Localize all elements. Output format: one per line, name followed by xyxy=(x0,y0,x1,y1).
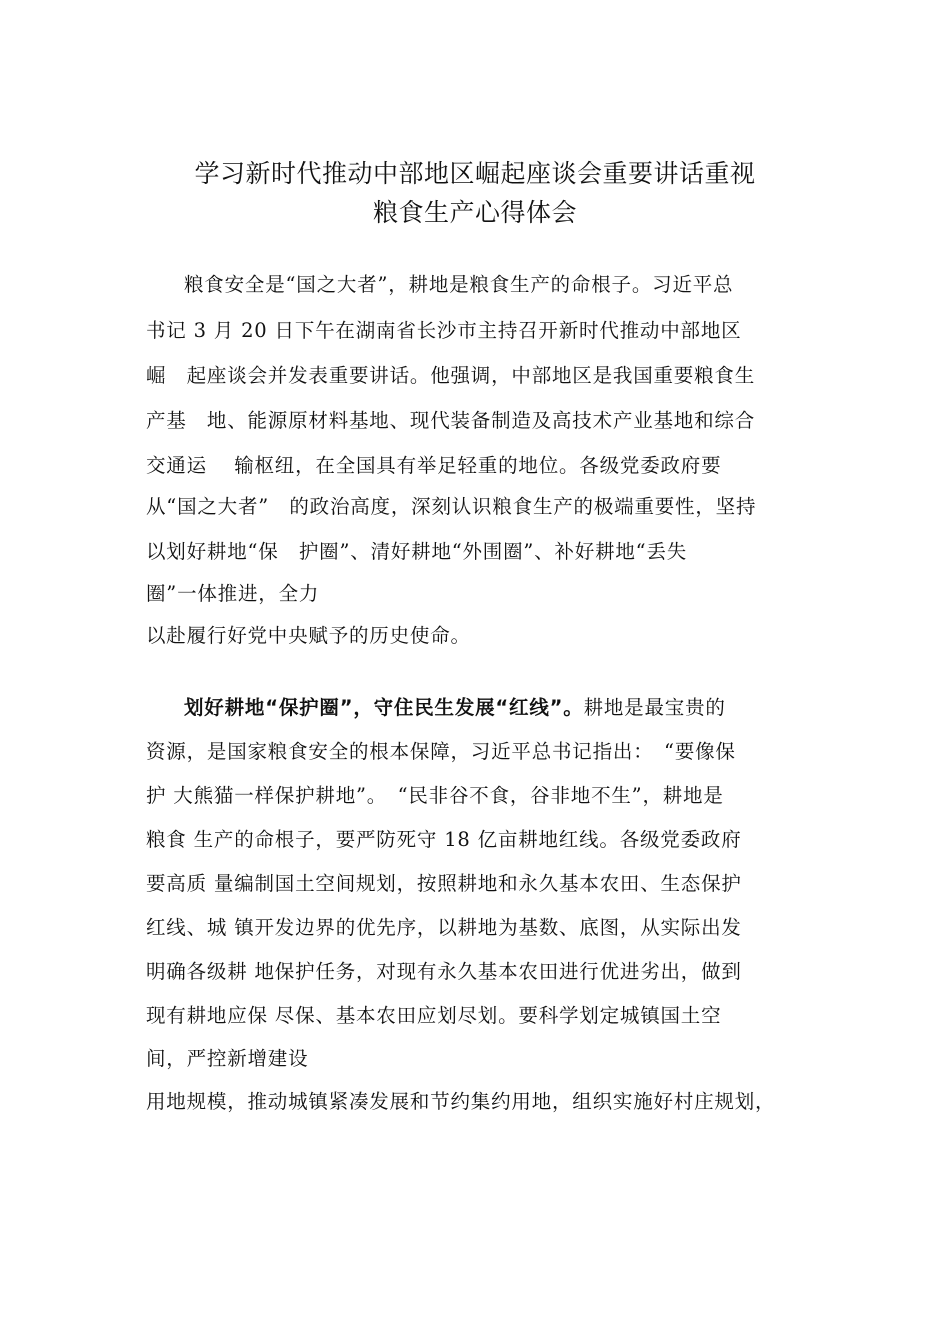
paragraph-2-line: 用地规模，推动城镇紧凑发展和节约集约用地，组织实施好村庄规划， xyxy=(146,1090,776,1113)
paragraph-2-line: 粮食 生产的命根子，要严防死守 18 亿亩耕地红线。各级党委政府 xyxy=(146,828,742,851)
paragraph-1-line: 崛 起座谈会并发表重要讲话。他强调，中部地区是我国重要粮食生 xyxy=(146,364,756,387)
paragraph-1-line: 产基 地、能源原材料基地、现代装备制造及高技术产业基地和综合 xyxy=(146,409,756,432)
paragraph-2-line-rest: 耕地是最宝贵的 xyxy=(583,696,726,719)
paragraph-2-line: 间，严控新增建设 xyxy=(146,1047,309,1070)
paragraph-1-line: 粮食安全是“国之大者”，耕地是粮食生产的命根子。习近平总 xyxy=(184,273,734,296)
paragraph-1-line: 圈”一体推进，全力 xyxy=(146,582,320,605)
document-title-line-1: 学习新时代推动中部地区崛起座谈会重要讲话重视 xyxy=(194,159,756,188)
paragraph-2-first-line xyxy=(184,693,816,723)
document-title-line-2: 粮食生产心得体会 xyxy=(372,198,577,227)
paragraph-1-line: 从“国之大者” 的政治高度，深刻认识粮食生产的极端重要性，坚持 xyxy=(146,495,757,518)
paragraph-1-line: 交通运 输枢纽，在全国具有举足轻重的地位。各级党委政府要 xyxy=(146,454,722,477)
paragraph-2-line: 明确各级耕 地保护任务，对现有永久基本农田进行优进劣出，做到 xyxy=(146,960,742,983)
paragraph-2-line: 现有耕地应保 尽保、基本农田应划尽划。要科学划定城镇国土空 xyxy=(146,1004,722,1027)
paragraph-2-line: 红线、城 镇开发边界的优先序，以耕地为基数、底图，从实际出发 xyxy=(146,916,742,939)
paragraph-2-bold-lead: 划好耕地“保护圈”，守住民生发展“红线”。 xyxy=(184,696,584,719)
paragraph-2-line: 要高质 量编制国土空间规划，按照耕地和永久基本农田、生态保护 xyxy=(146,872,742,895)
paragraph-1-line: 以赴履行好党中央赋予的历史使命。 xyxy=(146,624,471,647)
paragraph-1-line: 以划好耕地“保 护圈”、清好耕地“外围圈”、补好耕地“丢失 xyxy=(146,540,688,563)
paragraph-2-line: 护 大熊猫一样保护耕地”。 “民非谷不食，谷非地不生”，耕地是 xyxy=(146,784,724,807)
paragraph-1-line: 书记 3 月 20 日下午在湖南省长沙市主持召开新时代推动中部地区 xyxy=(146,319,742,342)
paragraph-2-line: 资源，是国家粮食安全的根本保障，习近平总书记指出： “要像保 xyxy=(146,740,736,763)
